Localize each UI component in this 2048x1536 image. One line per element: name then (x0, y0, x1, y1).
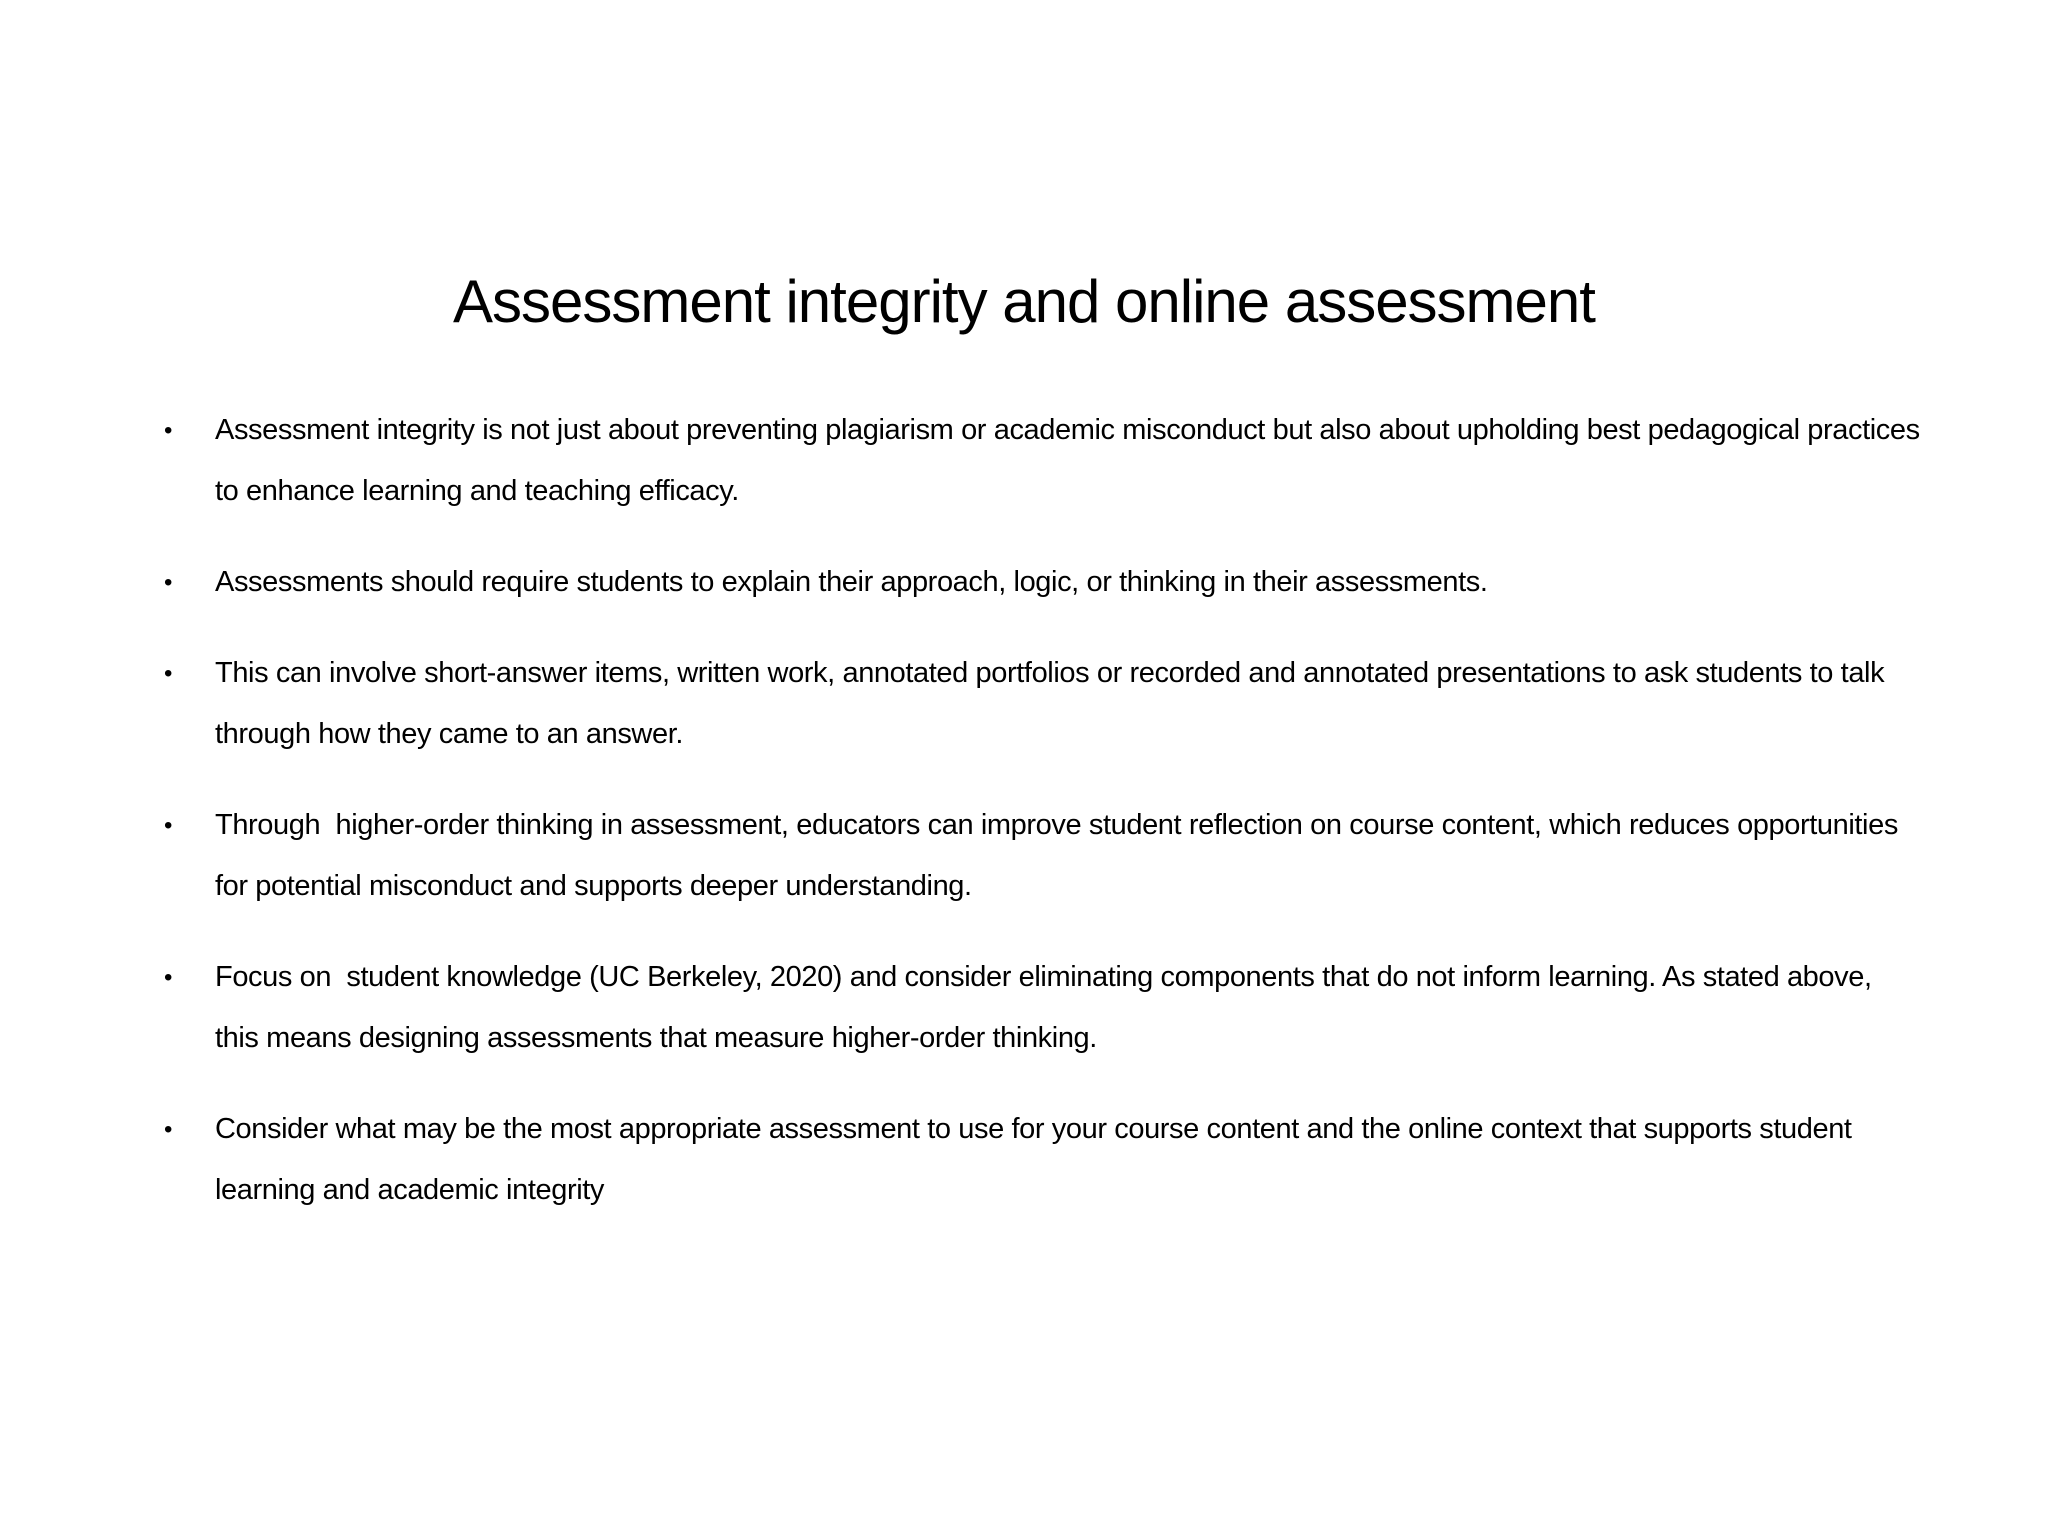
bullet-marker: • (164, 964, 173, 991)
bullet-item (160, 1099, 1920, 1221)
bullet-item (160, 795, 1920, 917)
bullet-item (160, 552, 1920, 613)
bullet-text: Assessments should require students to explain their approach, logic, or thinking in their assessments. (215, 566, 1488, 598)
bullet-text: Assessment integrity is not just about preventing plagiarism or academic misconduct but also about upholding best pedagogical practices to enhance learning and teaching efficacy. (215, 414, 1920, 507)
bullet-marker: • (164, 812, 173, 839)
bullet-item (160, 947, 1920, 1069)
bullet-item (160, 643, 1920, 765)
bullet-item (160, 400, 1920, 522)
bullet-marker: • (164, 569, 173, 596)
bullet-marker: • (164, 660, 173, 687)
bullet-marker: • (164, 417, 173, 444)
bullet-text: Focus on student knowledge (UC Berkeley, 2020) and consider eliminating components that do not inform learning. As stated above, this means designing assessments that measure higher-order thinking. (215, 961, 1880, 1054)
bullet-text: This can involve short-answer items, written work, annotated portfolios or recorded and annotated presentations to ask students to talk through how they came to an answer. (215, 657, 1885, 750)
bullet-list (160, 400, 1920, 1251)
bullet-marker: • (164, 1116, 173, 1143)
slide-title: Assessment integrity and online assessment (453, 268, 1595, 335)
bullet-text: Consider what may be the most appropriate assessment to use for your course content and the online context that supports student learning and academic integrity (215, 1113, 1852, 1206)
bullet-text: Through higher-order thinking in assessment, educators can improve student reflection on course content, which reduces opportunities for potential misconduct and supports deeper understanding. (215, 809, 1906, 902)
